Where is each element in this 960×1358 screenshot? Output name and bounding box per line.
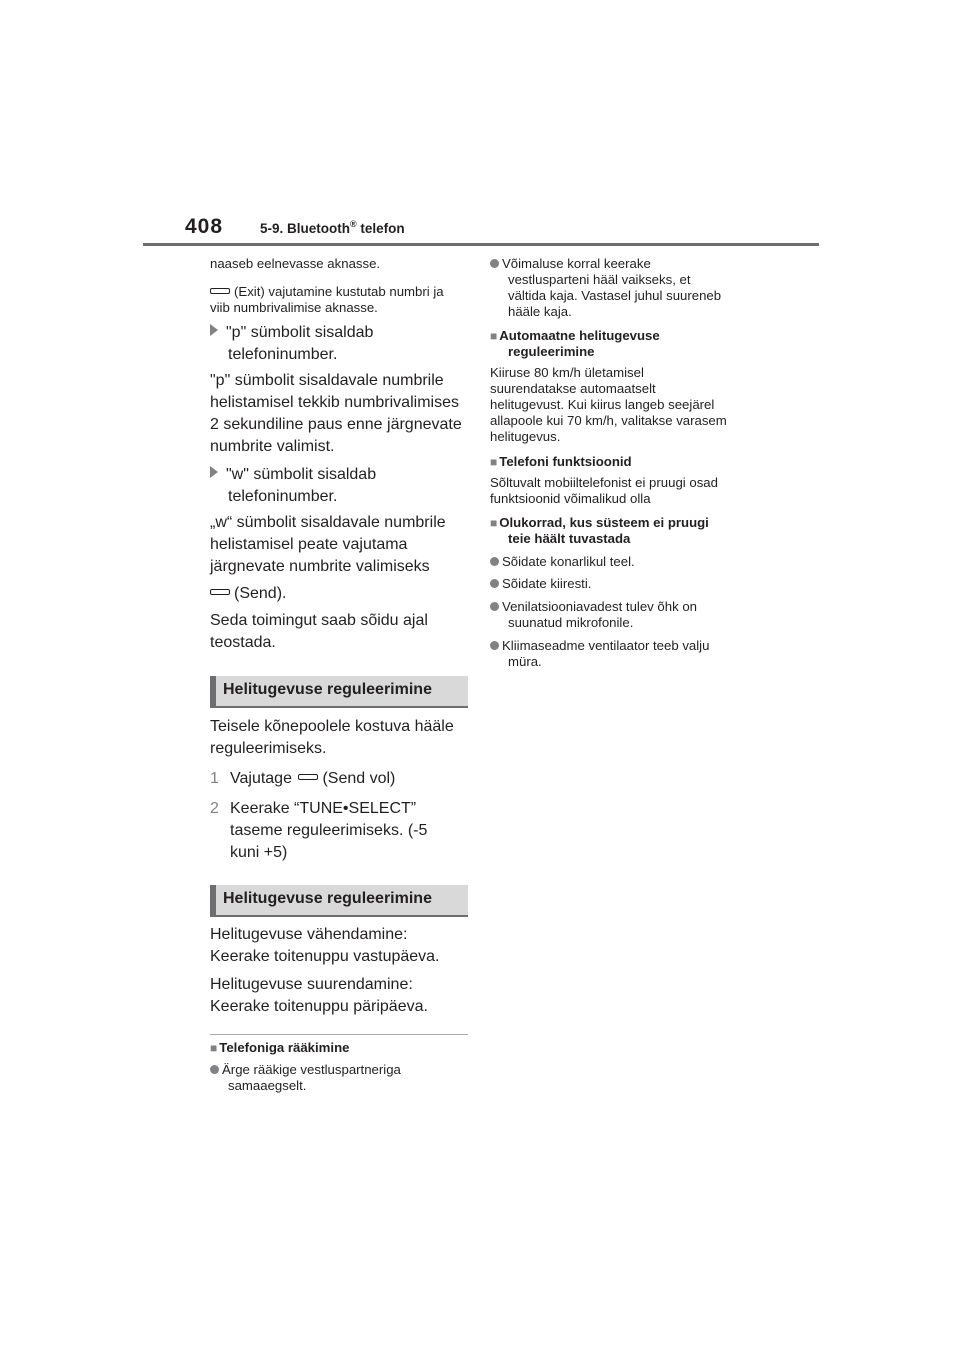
page-number: 408 (185, 215, 224, 238)
section-title-prefix: 5-9. Bluetooth (260, 221, 350, 236)
phone-functions-heading: ■ Telefoni funktsioonid (490, 454, 632, 469)
header-rule (143, 243, 819, 246)
arrow-right-icon (210, 324, 218, 336)
volume-intro: Teisele kõnepoolele kostuva hääle reguleerimiseks. (210, 718, 454, 757)
driving-note: Seda toimingut saab sõidu ajal teostada. (210, 612, 428, 651)
exit-text: (Exit) vajutamine kustutab numbri ja viib numbrivalimise aknasse. (210, 284, 444, 315)
condition-fan: Kliimaseadme ventilaator teeb valju müra. (490, 638, 709, 670)
auto-volume-body: Kiiruse 80 km/h ületamisel suurendatakse automaatselt helitugevust. Kui kiirus langeb seejärel allapoole kui 70 km/h, valitakse varasem helitugevus. (490, 365, 727, 444)
w-symbol-heading: "w" sümbolit sisaldab telefoninumber. (210, 464, 376, 508)
step-number: 1 (210, 770, 219, 787)
note-bullet: Ärge rääkige vestluspartneriga samaaegselt. (210, 1062, 401, 1094)
square-bullet-icon: ■ (210, 1041, 218, 1055)
exit-button-icon (210, 288, 230, 294)
step-2: 2 Keerake “TUNE•SELECT” taseme reguleerimiseks. (-5 kuni +5) (210, 800, 428, 861)
p-symbol-heading: "p" sümbolit sisaldab telefoninumber. (210, 322, 373, 366)
echo-bullet: Võimaluse korral keerake vestlusparteni hääl vaikseks, et vältida kaja. Vastasel juhul suureneb hääle kaja. (490, 256, 721, 320)
return-text: naaseb eelnevasse aknasse. (210, 256, 381, 271)
condition-vents: Venilatsiooniavadest tulev õhk on suunatud mikrofonile. (490, 599, 697, 631)
send-vol-button-icon (298, 774, 318, 780)
note-divider (210, 1034, 468, 1035)
square-bullet-icon: ■ (490, 329, 498, 343)
note-heading: ■ Telefoniga rääkimine (210, 1040, 350, 1055)
heading-bar (210, 885, 216, 915)
circle-bullet-icon (490, 641, 499, 650)
send-button-icon (210, 589, 230, 595)
circle-bullet-icon (490, 259, 499, 268)
phone-functions-body: Sõltuvalt mobiiltelefonist ei pruugi osad funktsioonid võimalikud olla (490, 475, 718, 506)
section-heading-volume-2 (210, 885, 468, 915)
condition-bumpy-road: Sõidate konarlikul teel. (490, 554, 635, 570)
auto-volume-heading: ■ Automaatne helitugevuse reguleerimine (490, 328, 660, 359)
heading-bar (210, 676, 216, 706)
section-heading-text: Helitugevuse reguleerimine (223, 681, 432, 698)
section-heading-text: Helitugevuse reguleerimine (223, 890, 432, 907)
p-symbol-body: "p" sümbolit sisaldavale numbrile helistamisel tekkib numbrivalimises 2 sekundiline paus enne järgnevate numbrite valimist. (210, 372, 462, 455)
circle-bullet-icon (490, 602, 499, 611)
section-heading-volume-1 (210, 676, 468, 706)
send-line: (Send). (210, 583, 286, 605)
section-heading-rule (210, 915, 468, 917)
step-1: 1 Vajutage (Send vol) (210, 768, 395, 790)
circle-bullet-icon (490, 557, 499, 566)
registered-mark: ® (350, 219, 357, 229)
w-symbol-body: „w“ sümbolit sisaldavale numbrile helistamisel peate vajutama järgnevate numbrite valimiseks (210, 514, 446, 575)
step-number: 2 (210, 800, 219, 817)
section-title (260, 219, 405, 236)
section-title-suffix: telefon (356, 221, 405, 236)
circle-bullet-icon (490, 579, 499, 588)
section-heading-rule (210, 706, 468, 708)
arrow-right-icon (210, 466, 218, 478)
recognition-heading: ■ Olukorrad, kus süsteem ei pruugi teie häält tuvastada (490, 515, 709, 546)
volume-up: Helitugevuse suurendamine: Keerake toitenuppu päripäeva. (210, 976, 428, 1015)
circle-bullet-icon (210, 1065, 219, 1074)
condition-fast: Sõidate kiiresti. (490, 576, 591, 592)
square-bullet-icon: ■ (490, 455, 498, 469)
volume-down: Helitugevuse vähendamine: Keerake toitenuppu vastupäeva. (210, 926, 440, 965)
square-bullet-icon: ■ (490, 516, 498, 530)
